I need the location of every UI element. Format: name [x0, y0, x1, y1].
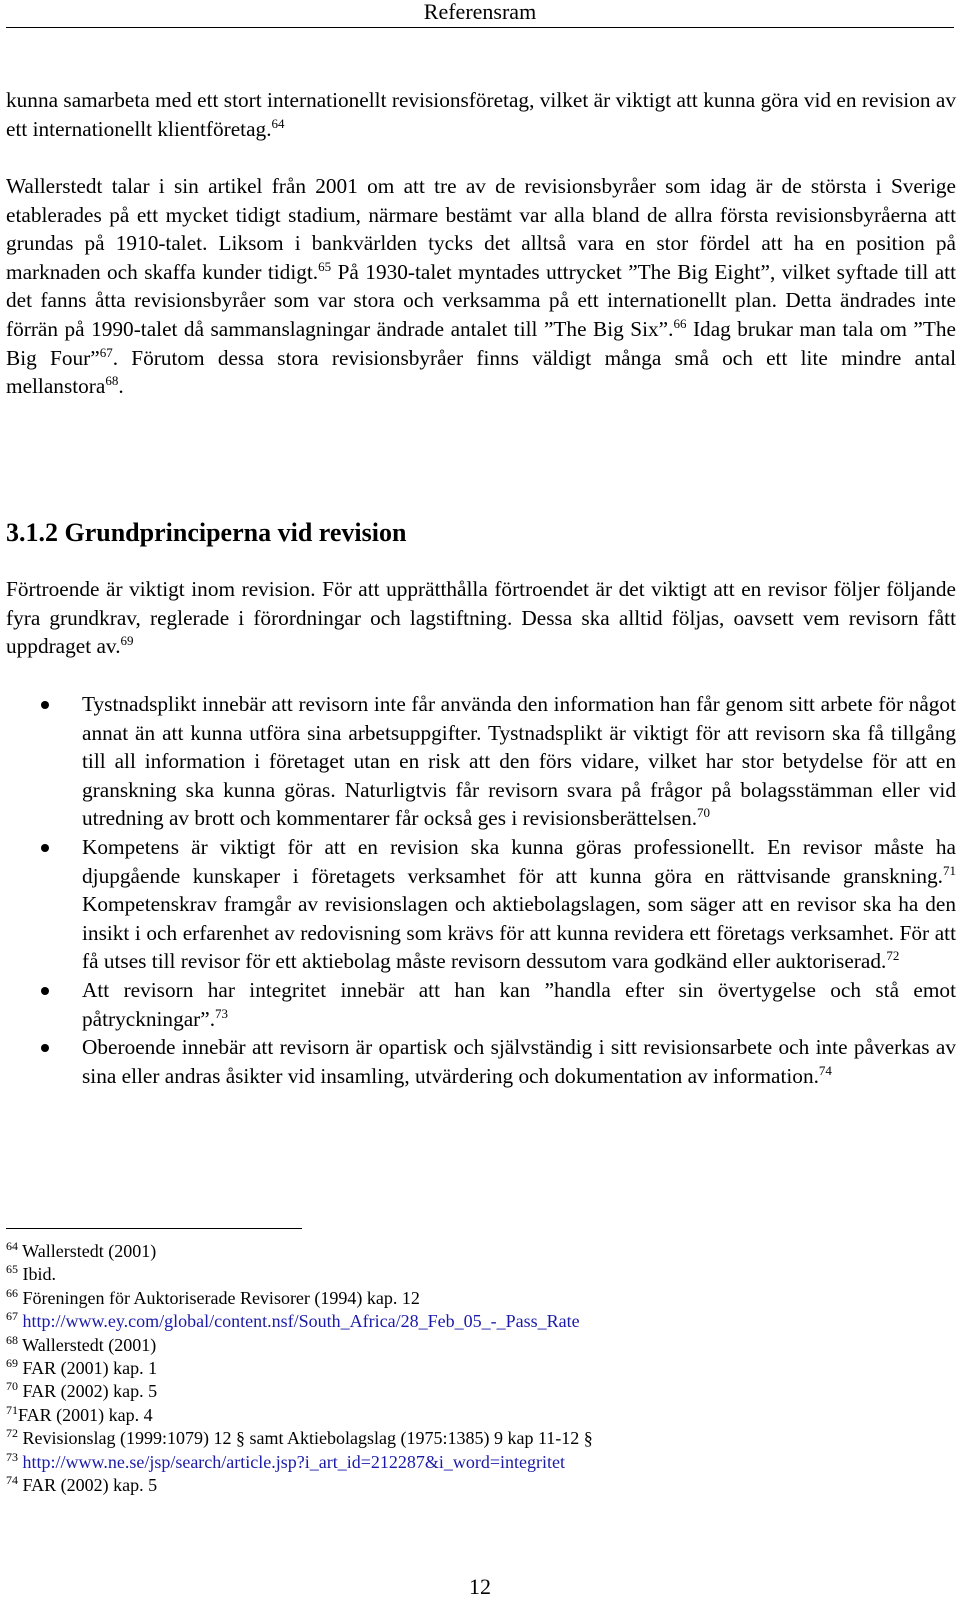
- footnote-ref[interactable]: 68: [105, 373, 119, 389]
- paragraph-text: Idag brukar man tala om ”The Big Four”: [6, 316, 956, 370]
- footnote: [6, 1240, 946, 1263]
- footnote-number: 73: [6, 1449, 18, 1464]
- paragraph-text: Wallerstedt talar i sin artikel från 2001 om att tre av de revisionsbyråer som idag är de största i Sverige etablerades på ett mycket tidigt stadium, närmare bestämt var alla bland de allra första revisionsbyråerna att grundas på 1910-talet. Liksom i bankvärlden tycks det alltså vara en stor fördel att ha en position på marknaden och skaffa kunder tidigt.: [6, 174, 956, 284]
- footnote-ref[interactable]: 71: [943, 862, 956, 878]
- footnote-number: 64: [6, 1239, 18, 1253]
- list-item-text: Kompetenskrav framgår av revisionslagen och aktiebolagslagen, som säger att en revisor ska ha den insikt i och erfarenhet av redovisning som krävs för att kunna revidera ett företags verksamhet. För att få utses till revisor för ett aktiebolag måste revisorn dessutom vara godkänd eller auktoriserad.: [82, 892, 956, 974]
- page-header: [0, 0, 960, 24]
- list-item-text: Tystnadsplikt innebär att revisorn inte får använda den information han får genom sitt arbete för något annat än att kunna utföra sina arbetsuppgifter. Tystnadsplikt är viktigt för att revisorn ska få tillgång till all information i företaget utan en risk att den förs vidare, vilket har stor betydelse för att en granskning ska kunna göras. Naturligtvis får revisorn svara på frågor på bolagsstämman eller vid utredning av brott och kommentarer får också ges i revisionsberättelsen.: [82, 692, 956, 831]
- footnote-number: 74: [6, 1473, 18, 1488]
- footnote: [6, 1357, 946, 1380]
- paragraph-text: . Förutom dessa stora revisionsbyråer finns väldigt många små och ett lite mindre antal mellanstora: [6, 345, 957, 399]
- paragraph-principles: [6, 575, 956, 661]
- page-number: 12: [469, 1574, 491, 1599]
- footnote: [6, 1404, 946, 1427]
- bullet-icon: [41, 701, 49, 709]
- paragraph-intro: [6, 86, 956, 143]
- footnote-text: Ibid.: [18, 1264, 56, 1285]
- list-item-text: Kompetens är viktigt för att en revision ska kunna göras professionellt. En revisor måste ha djupgående kunskaper i företagets verksamhet för att kunna göra en rättvisande granskning.: [82, 834, 956, 888]
- paragraph-wallerstedt: [6, 172, 956, 401]
- bullet-icon: [41, 987, 49, 995]
- footnote-ref[interactable]: 66: [673, 315, 687, 331]
- footnote-number: 72: [6, 1426, 18, 1441]
- footnote-text: FAR (2001) kap. 1: [18, 1358, 158, 1379]
- footnote-number: 68: [6, 1332, 18, 1347]
- paragraph-text: kunna samarbeta med ett stort internationellt revisionsföretag, vilket är viktigt att kunna göra vid en revision av ett internationellt klientföretag.: [6, 88, 956, 141]
- footnote: [6, 1474, 946, 1497]
- footnote-text: Revisionslag (1999:1079) 12 § samt Aktiebolagslag (1975:1385) 9 kap 11-12 §: [18, 1428, 593, 1449]
- list-item: [6, 976, 956, 1033]
- footnote-divider: [6, 1228, 302, 1229]
- footnote-number: 71: [6, 1402, 18, 1417]
- footnote-ref[interactable]: 69: [120, 633, 134, 649]
- list-item: [6, 690, 956, 833]
- list-item-text: Oberoende innebär att revisorn är opartisk och självständig i sitt revisionsarbete och inte påverkas av sina eller andras åsikter vid insamling, utvärdering och dokumentation av information.: [82, 1035, 956, 1088]
- footnote-number: 69: [6, 1356, 18, 1371]
- paragraph-text: Förtroende är viktigt inom revision. För att upprätthålla förtroendet är det viktigt att en revisor följer följande fyra grundkrav, reglerade i förordningar och lagstiftning. Dessa ska alltid följas, oavsett vem revisorn fått uppdraget av.: [6, 577, 956, 659]
- list-item-text: Att revisorn har integritet innebär att han kan ”handla efter sin övertygelse och stå emot påtryckningar”.: [82, 977, 956, 1031]
- footnote: [6, 1263, 946, 1286]
- footnote-ref[interactable]: 67: [99, 344, 113, 360]
- section-heading: 3.1.2 Grundprinciperna vid revision: [6, 518, 407, 547]
- footnote-text: FAR (2001) kap. 4: [18, 1404, 153, 1425]
- footnote-text: FAR (2002) kap. 5: [18, 1475, 158, 1496]
- footnote-text: Föreningen för Auktoriserade Revisorer (1994) kap. 12: [18, 1287, 420, 1308]
- footnote-number: 66: [6, 1285, 18, 1300]
- footnote: [6, 1334, 946, 1357]
- footnotes: [6, 1240, 946, 1497]
- bullet-icon: [41, 1044, 49, 1052]
- footnote-text: FAR (2002) kap. 5: [18, 1381, 158, 1402]
- footnote-link[interactable]: http://www.ey.com/global/content.nsf/South_Africa/28_Feb_05_-_Pass_Rate: [18, 1311, 580, 1332]
- bullet-icon: [41, 844, 49, 852]
- paragraph-text: .: [118, 374, 124, 399]
- footnote-ref[interactable]: 70: [697, 805, 711, 821]
- footnote-text: Wallerstedt (2001): [18, 1241, 157, 1261]
- footnote-text: Wallerstedt (2001): [18, 1334, 157, 1355]
- footnote-ref[interactable]: 72: [886, 948, 900, 964]
- header-divider: [6, 27, 954, 28]
- footnote-number: 70: [6, 1379, 18, 1394]
- paragraph-text: På 1930-talet myntades uttrycket ”The Big Eight”, vilket syftade till att det fanns åtta revisionsbyråer som var stora och verksamma på ett internationellt plan. Detta ändrades inte förrän på 1990-talet då sammanslagningar ändrade antalet till ”The Big Six”.: [6, 259, 956, 341]
- footnote: [6, 1427, 946, 1450]
- footnote-number: 65: [6, 1262, 18, 1277]
- footnote-link[interactable]: http://www.ne.se/jsp/search/article.jsp?i_art_id=212287&i_word=integritet: [18, 1451, 566, 1472]
- footnote-ref[interactable]: 64: [271, 115, 285, 131]
- footnote-ref[interactable]: 74: [818, 1062, 832, 1078]
- principles-list: [6, 690, 956, 1090]
- footnote: [6, 1287, 946, 1310]
- footnote-ref[interactable]: 73: [215, 1005, 229, 1021]
- footnote-number: 67: [6, 1309, 18, 1324]
- footnote: [6, 1380, 946, 1403]
- header-title: Referensram: [423, 0, 537, 24]
- footnote: [6, 1451, 946, 1474]
- list-item: [6, 833, 956, 976]
- footnote-ref[interactable]: 65: [318, 258, 332, 274]
- list-item: [6, 1033, 956, 1090]
- footnote: [6, 1310, 946, 1333]
